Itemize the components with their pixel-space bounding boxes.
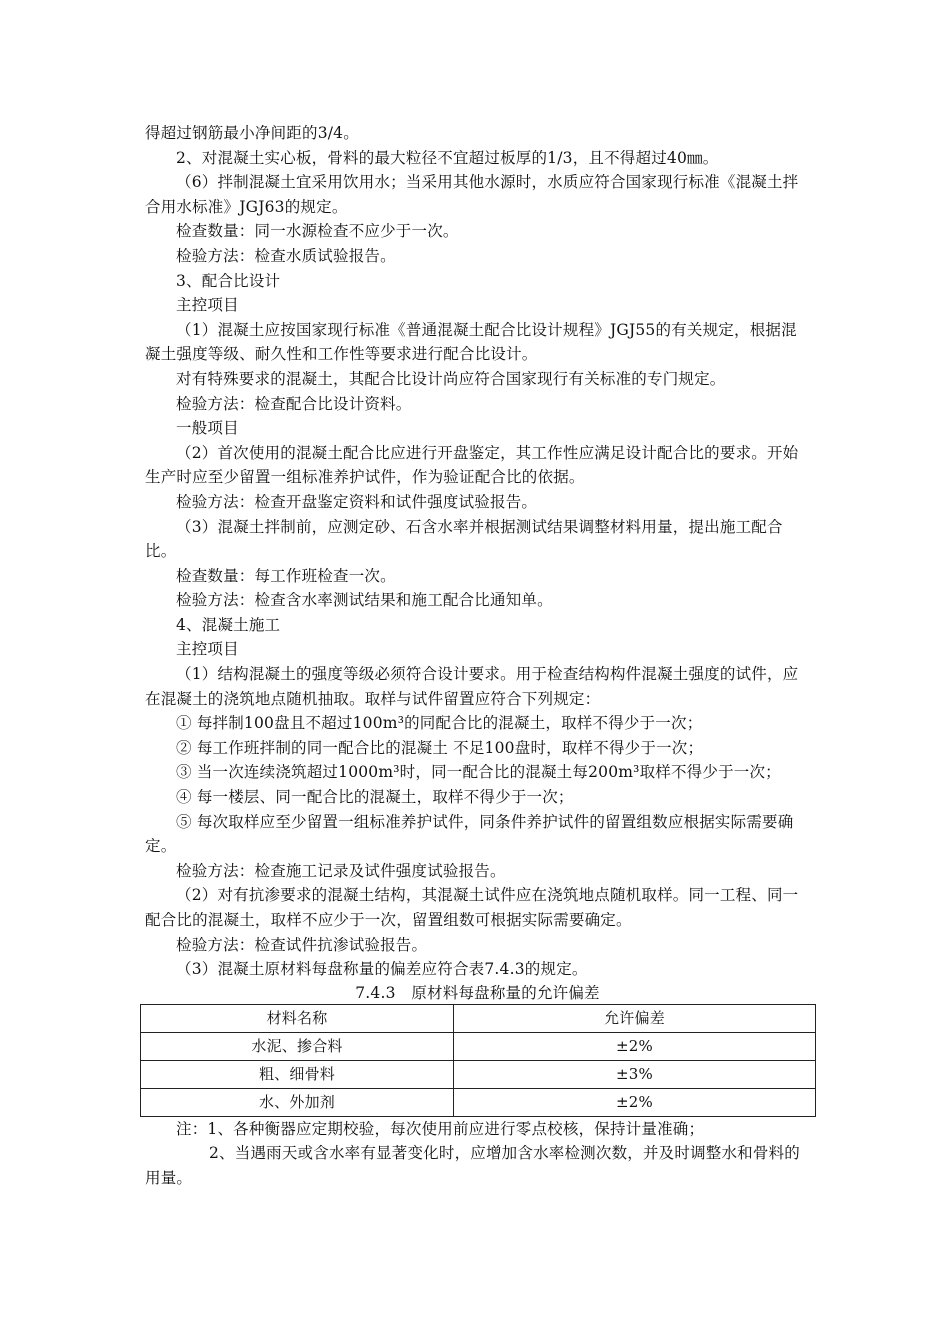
- table-cell-material: 水、外加剂: [141, 1088, 454, 1116]
- document-body: [145, 121, 810, 1191]
- paragraph: 检验方法：检查试件抗渗试验报告。: [176, 935, 428, 954]
- table-header-row: [141, 1004, 816, 1032]
- paragraph: ⑤ 每次取样应至少留置一组标准养护试件，同条件养护试件的留置组数应根据实际需要确定。: [145, 812, 794, 856]
- note-paragraph: 2、当遇雨天或含水率有显著变化时，应增加含水率检测次数，并及时调整水和骨料的用量。: [145, 1144, 800, 1187]
- paragraph: （2）首次使用的混凝土配合比应进行开盘鉴定，其工作性应满足设计配合比的要求。开始生产时应至少留置一组标准养护试件，作为验证配合比的依据。: [145, 443, 799, 487]
- paragraph-list: [145, 121, 810, 982]
- tolerance-table: [140, 1004, 816, 1117]
- paragraph: （1）结构混凝土的强度等级必须符合设计要求。用于检查结构构件混凝土强度的试件，应在混凝土的浇筑地点随机抽取。取样与试件留置应符合下列规定：: [145, 665, 799, 708]
- paragraph: 主控项目: [176, 640, 239, 659]
- paragraph: （3）混凝土原材料每盘称量的偏差应符合表7.4.3的规定。: [176, 960, 588, 979]
- note-paragraph: 注：1、各种衡器应定期校验，每次使用前应进行零点校核，保持计量准确；: [176, 1119, 705, 1138]
- paragraph: 检验方法：检查配合比设计资料。: [176, 394, 412, 413]
- paragraph: 得超过钢筋最小净间距的3/4。: [145, 124, 359, 142]
- table-notes: [145, 1117, 810, 1191]
- table-cell-material: 水泥、掺合料: [141, 1032, 454, 1060]
- paragraph: 检查数量：同一水源检查不应少于一次。: [176, 222, 459, 241]
- paragraph: （3）混凝土拌制前，应测定砂、石含水率并根据测试结果调整材料用量，提出施工配合比。: [145, 517, 783, 561]
- paragraph: （1）混凝土应按国家现行标准《普通混凝土配合比设计规程》JGJ55的有关规定，根据混凝土强度等级、耐久性和工作性等要求进行配合比设计。: [145, 320, 797, 364]
- paragraph: 2、对混凝土实心板，骨料的最大粒径不宜超过板厚的1/3，且不得超过40㎜。: [176, 148, 719, 167]
- column-header-tolerance: 允许偏差: [454, 1004, 816, 1032]
- paragraph: ① 每拌制100盘且不超过100m³的同配合比的混凝土，取样不得少于一次；: [176, 714, 703, 733]
- paragraph: ② 每工作班拌制的同一配合比的混凝土 不足100盘时，取样不得少于一次；: [176, 738, 704, 757]
- paragraph: ④ 每一楼层、同一配合比的混凝土，取样不得少于一次；: [176, 788, 574, 807]
- paragraph: 检验方法：检查含水率测试结果和施工配合比通知单。: [176, 591, 553, 610]
- paragraph: 主控项目: [176, 296, 239, 315]
- paragraph: （6）拌制混凝土宜采用饮用水；当采用其他水源时，水质应符合国家现行标准《混凝土拌合用水标准》JGJ63的规定。: [145, 173, 799, 216]
- paragraph: 4、混凝土施工: [176, 615, 281, 634]
- paragraph: 3、配合比设计: [176, 271, 281, 290]
- table-row: [141, 1032, 816, 1060]
- table-cell-tolerance: ±2%: [454, 1032, 816, 1060]
- table-cell-tolerance: ±2%: [454, 1088, 816, 1116]
- column-header-material: 材料名称: [141, 1004, 454, 1032]
- table-row: [141, 1088, 816, 1116]
- paragraph: 检验方法：检查施工记录及试件强度试验报告。: [176, 861, 506, 880]
- paragraph: 对有特殊要求的混凝土，其配合比设计尚应符合国家现行有关标准的专门规定。: [176, 369, 726, 388]
- paragraph: ③ 当一次连续浇筑超过1000m³时，同一配合比的混凝土每200m³取样不得少于一次；: [176, 763, 781, 782]
- paragraph: 检验方法：检查水质试验报告。: [176, 246, 396, 265]
- paragraph: 一般项目: [176, 419, 239, 438]
- paragraph: 检验方法：检查开盘鉴定资料和试件强度试验报告。: [176, 492, 538, 511]
- table-cell-material: 粗、细骨料: [141, 1060, 454, 1088]
- table-cell-tolerance: ±3%: [454, 1060, 816, 1088]
- table-caption: 7.4.3 原材料每盘称量的允许偏差: [355, 983, 600, 1002]
- paragraph: 检查数量：每工作班检查一次。: [176, 566, 396, 585]
- table-row: [141, 1060, 816, 1088]
- paragraph: （2）对有抗渗要求的混凝土结构，其混凝土试件应在浇筑地点随机取样。同一工程、同一配合比的混凝土，取样不应少于一次，留置组数可根据实际需要确定。: [145, 886, 799, 929]
